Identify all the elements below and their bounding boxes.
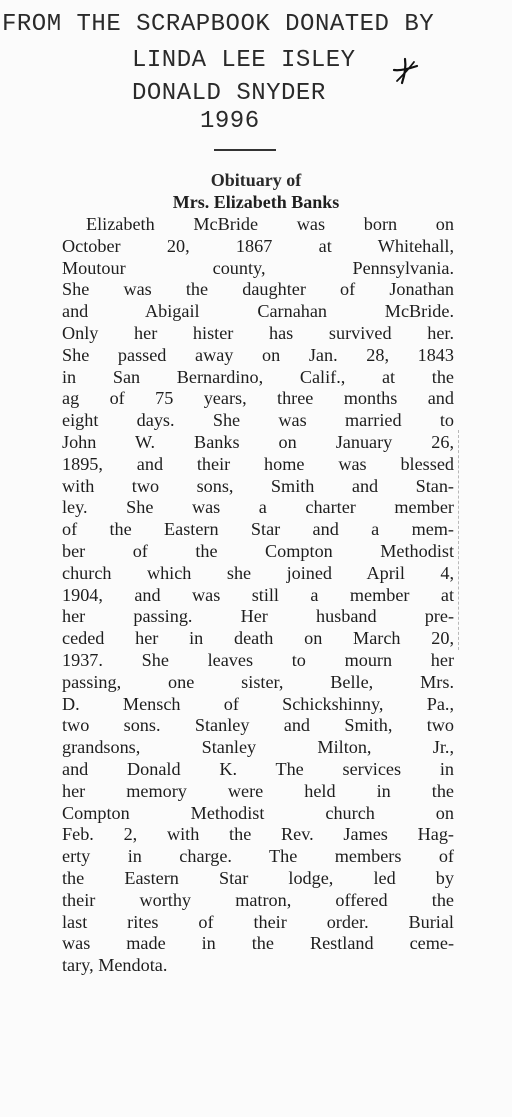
- scan-edge-mark: [458, 430, 460, 650]
- text-line: her passing. Her husband pre-: [62, 606, 454, 627]
- text-line: Only her hister has survived her.: [62, 322, 454, 343]
- text-line: grandsons, Stanley Milton, Jr.,: [62, 737, 454, 758]
- text-line: in San Bernardino, Calif., at the: [62, 366, 454, 387]
- text-line: and Abigail Carnahan McBride.: [62, 301, 454, 322]
- donation-line: FROM THE SCRAPBOOK DONATED BY: [2, 11, 435, 38]
- text-line: ley. She was a charter member: [62, 497, 454, 518]
- text-line: the Eastern Star lodge, led by: [62, 867, 454, 888]
- donor-second-name-line: DONALD SNYDER: [132, 80, 326, 107]
- text-line: last rites of their order. Burial: [62, 911, 454, 932]
- text-line: 1937. She leaves to mourn her: [62, 649, 454, 670]
- text-line: ceded her in death on March 20,: [62, 628, 454, 649]
- text-line: two sons. Stanley and Smith, two: [62, 715, 454, 736]
- text-line: John W. Banks on January 26,: [62, 431, 454, 452]
- text-line: Elizabeth McBride was born on: [86, 214, 454, 234]
- subject-name-heading: Mrs. Elizabeth Banks: [172, 192, 340, 212]
- text-line: Feb. 2, with the Rev. James Hag-: [62, 824, 454, 845]
- text-line: ag of 75 years, three months and: [62, 388, 454, 409]
- text-line: She passed away on Jan. 28, 1843: [62, 344, 454, 365]
- text-line: tary, Mendota.: [62, 955, 168, 976]
- text-line: their worthy matron, offered the: [62, 889, 454, 910]
- donor-name-line: LINDA LEE ISLEY: [132, 47, 356, 74]
- text-line: was made in the Restland ceme-: [62, 933, 454, 954]
- text-line: October 20, 1867 at Whitehall,: [62, 235, 454, 256]
- text-line: her memory were held in the: [62, 780, 454, 801]
- text-line: with two sons, Smith and Stan-: [62, 475, 454, 496]
- text-line: ber of the Compton Methodist: [62, 540, 454, 561]
- text-line: and Donald K. The services in: [62, 758, 454, 779]
- obituary-text-column: [62, 214, 454, 977]
- section-divider: [214, 149, 276, 151]
- text-line: church which she joined April 4,: [62, 562, 454, 583]
- text-line: Compton Methodist church on: [62, 802, 454, 823]
- donation-year-line: 1996: [200, 108, 260, 135]
- text-line: She was the daughter of Jonathan: [62, 279, 454, 300]
- text-line: erty in charge. The members of: [62, 846, 454, 867]
- obituary-heading: Obituary of: [210, 170, 302, 190]
- text-line: of the Eastern Star and a mem-: [62, 519, 454, 540]
- text-line: D. Mensch of Schickshinny, Pa.,: [62, 693, 454, 714]
- text-line: 1895, and their home was blessed: [62, 453, 454, 474]
- text-line: 1904, and was still a member at: [62, 584, 454, 605]
- text-line: Moutour county, Pennsylvania.: [62, 257, 454, 278]
- text-line: passing, one sister, Belle, Mrs.: [62, 671, 454, 692]
- asterisk-mark-icon: [390, 56, 420, 86]
- text-line: eight days. She was married to: [62, 410, 454, 431]
